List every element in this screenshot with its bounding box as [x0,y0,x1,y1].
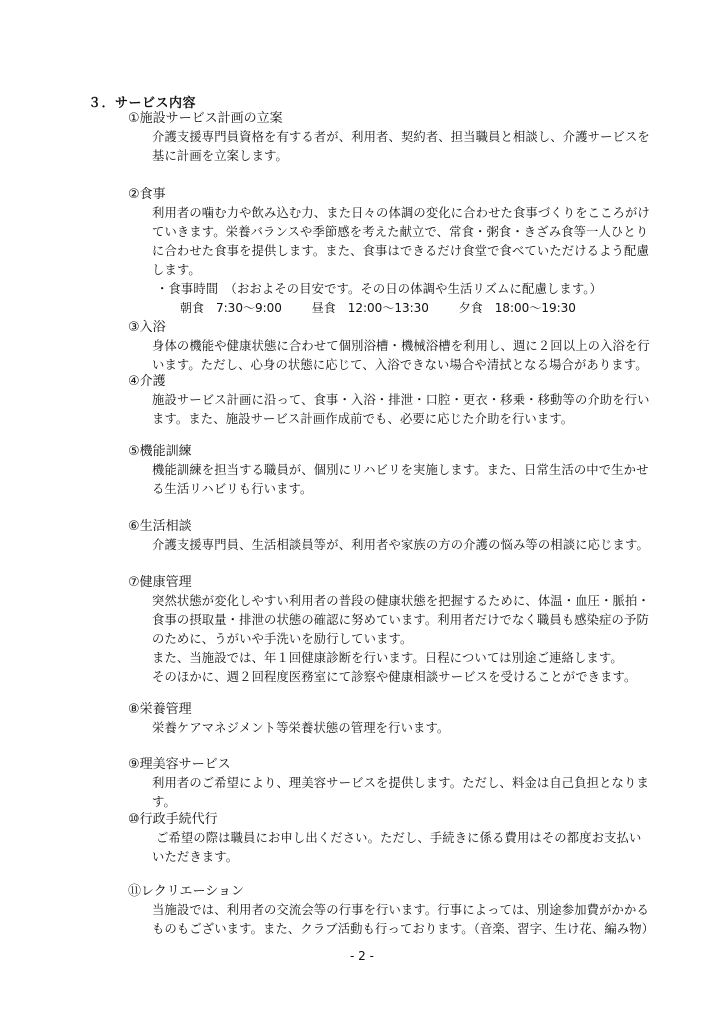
paragraph-line: のために、うがいや手洗いを励行しています。 [152,632,413,646]
item-recreation [128,882,688,939]
paragraph-line: 利用者のご希望により、理美容サービスを提供します。ただし、料金は自己負担となりま [152,776,649,790]
item-nutrition [128,700,688,738]
page-number: - 2 - [350,949,374,963]
item-title: ⑤機能訓練 [128,444,192,459]
paragraph-line: います。ただし、心身の状態に応じて、入浴できない場合や清拭となる場合があります。 [152,358,648,372]
paragraph-line: ます。また、施設サービス計画作成前でも、必要に応じた介助を行います。 [152,412,574,426]
lunch-time: 昼食 12:00～13:30 [311,301,429,315]
item-title: ⑩行政手続代行 [128,812,218,827]
breakfast-time: 朝食 7:30～9:00 [180,301,282,315]
paragraph-line: 介護支援専門員資格を有する者が、利用者、契約者、担当職員と相談し、介護サービスを [152,130,650,144]
item-title: ⑧栄養管理 [128,702,192,717]
item-title: ②食事 [128,187,166,202]
paragraph-line: ていきます。栄養バランスや季節感を考えた献立で、常食・粥食・きざみ食等一人ひとり [152,225,649,239]
paragraph-line: す。 [152,795,176,809]
paragraph-line: そのほかに、週２回程度医務室にて診察や健康相談サービスを受けることができます。 [152,670,637,684]
meal-times-note: ・食事時間 （おおよその目安です。その日の体調や生活リズムに配慮します。） [156,282,603,296]
item-title: ①施設サービス計画の立案 [128,111,283,126]
item-title: ④介護 [128,374,166,389]
item-title: ⑦健康管理 [128,575,192,590]
paragraph-line: 栄養ケアマネジメント等栄養状態の管理を行います。 [152,721,450,735]
item-title: ③入浴 [128,320,166,335]
paragraph-line: します。 [152,263,201,277]
paragraph-line: 当施設では、利用者の交流会等の行事を行います。行事によっては、別途参加費がかかる [152,903,649,917]
paragraph-line: 食事の摂取量・排泄の状態の確認に努めています。利用者だけでなく職員も感染症の予防 [152,613,649,627]
paragraph-line: 施設サービス計画に沿って、食事・入浴・排泄・口腔・更衣・移乗・移動等の介助を行い [152,393,650,407]
dinner-time: 夕食 18:00～19:30 [458,301,576,315]
item-bathing [128,318,688,375]
item-title: ⑪レクリエーション [128,884,244,899]
item-beauty [128,755,688,812]
paragraph-line: 介護支援専門員、生活相談員等が、利用者や家族の方の介護の悩み等の相談に応じます。 [152,538,649,552]
paragraph-line: に合わせた食事を提供します。また、食事はできるだけ食堂で食べていただけるよう配慮 [152,244,649,258]
paragraph-line: ものもございます。また、クラブ活動も行っております。（音楽、習字、生け花、編み物） [152,922,655,936]
item-nursing-care [128,372,688,429]
item-meals [128,185,688,318]
paragraph-line: 利用者の噛む力や飲み込む力、また日々の体調の変化に合わせた食事づくりをこころがけ [152,206,650,220]
paragraph-line: 突然状態が変化しやすい利用者の普段の健康状態を把握するために、体温・血圧・脈拍・ [152,594,650,608]
paragraph-line: 機能訓練を担当する職員が、個別にリハビリを実施します。また、日常生活の中で生かせ [152,463,649,477]
item-consultation [128,517,688,555]
meal-times-row [180,299,688,318]
paragraph-line: ご希望の際は職員にお申し出ください。ただし、手続きに係る費用はその都度お支払い [156,831,642,845]
item-admin-procedures [128,810,688,867]
item-title: ⑨理美容サービス [128,757,231,772]
item-care-plan [128,109,688,166]
item-title: ⑥生活相談 [128,519,192,534]
paragraph-line: また、当施設では、年１回健康診断を行います。日程については別途ご連絡します。 [152,651,623,665]
paragraph-line: 身体の機能や健康状態に合わせて個別浴槽・機械浴槽を利用し、週に２回以上の入浴を行 [152,339,650,353]
section-title: ３．サービス内容 [88,96,197,111]
paragraph-line: る生活リハビリも行います。 [152,482,313,496]
paragraph-line: 基に計画を立案します。 [152,149,288,163]
item-rehab [128,442,688,499]
item-health [128,573,688,687]
paragraph-line: いただきます。 [152,850,239,864]
